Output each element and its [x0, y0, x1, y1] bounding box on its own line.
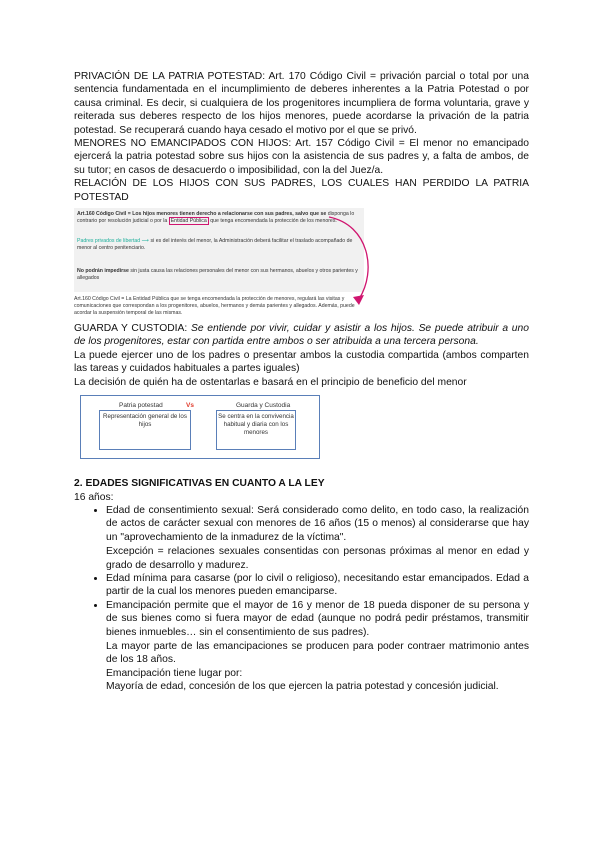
patria-potestad-box: Representación general de los hijos	[99, 410, 191, 450]
curved-arrow-icon	[289, 211, 379, 307]
patria-potestad-header: Patria potestad	[119, 402, 163, 410]
guarda-custodia-header: Guarda y Custodia	[236, 402, 291, 410]
guarda-ejercicio: La puede ejercer uno de los padres o presentar ambos la custodia compartida (ambos comparten las tareas y cuidados habituales a partes iguales)	[74, 349, 529, 375]
guarda-custodia-box: Se centra en la convivencia habitual y diaria con los menores	[216, 410, 296, 450]
document-page	[74, 70, 529, 694]
list-item: • Emancipación permite que el mayor de 16 y menor de 18 pueda disponer de su persona y de sus bienes como si fuera mayor de edad (aunque no podrá pedir préstamos, transmitir bienes inmuebles… sin el consentimiento de sus padres). La mayor parte de las emancipaciones se producen para poder contraer matrimonio antes de los 18 años. Emancipación tiene lugar por: Mayoría de edad, concesión de los que ejercen la patria potestad y concesión judicial.	[106, 599, 529, 694]
guarda-paragraph: GUARDA Y CUSTODIA: Se entiende por vivir, cuidar y asistir a los hijos. Se puede atribuir a uno de los progenitores, estar con partida entre ambos o ser atribuida a una tercera persona.	[74, 323, 529, 348]
menores-paragraph: MENORES NO EMANCIPADOS CON HIJOS: Art. 157 Código Civil = El menor no emancipado ejercerá la patria potestad sobre sus hijos con la asistencia de sus padres y, a falta de ambos, de su tutor; en casos de desacuerdo o imposibilidad, con la del Juez/a.	[74, 138, 529, 176]
comparison-diagram	[80, 395, 320, 459]
arrow-right-icon: ⟶	[141, 238, 150, 245]
shot-line-4: Art.160 Código Civil = La Entidad Pública que se tenga encomendada la protección de menores, regulará las visitas y comunicaciones que correspondan a los progenitores, abuelos, hermanos y demás parientes y allegados. Además, puede acordar la suspensión temporal de las mismas.	[74, 296, 355, 317]
vs-label: Vs	[186, 402, 194, 410]
shot-line-2: Padres privados de libertad ⟶ si es del interés del menor, la Administración deberá facilitar el traslado acompañado de menor al centro penitenciario.	[77, 238, 353, 252]
privacion-paragraph: PRIVACIÓN DE LA PATRIA POTESTAD: Art. 170 Código Civil = privación parcial o total por una sentencia fundamentada en el incumplimiento de deberes inherentes a la Patria Potestad o por causa criminal. Es decir, si cualquiera de los progenitores incumpliera de forma voluntaria, grave y reiterada sus deberes respecto de los hijos menores, puede acordarse la privación de la patria potestad. Se recuperará cuando haya cesado el motivo por el que se privó.	[74, 71, 529, 136]
shot-line-3: No podrán impedirse sin justa causa las relaciones personales del menor con sus hermanos, abuelos y otros parientes y allegados	[77, 268, 358, 282]
entidad-publica-highlight: Entidad Pública	[170, 218, 207, 225]
ages-list	[74, 504, 529, 694]
list-item: • Edad de consentimiento sexual: Será considerado como delito, en todo caso, la realización de actos de carácter sexual con menores de 16 años (15 o menos) al considerarse que hay un "aprovechamiento de la inmadurez de la víctima". Excepción = relaciones sexuales consentidas con personas próximas al menor en edad y grado de desarrollo y madurez.	[106, 504, 529, 572]
list-item: • Edad mínima para casarse (por lo civil o religioso), necesitando estar emancipados. Edad a partir de la cual los menores pueden emanciparse.	[106, 572, 529, 599]
guarda-decision: La decisión de quién ha de ostentarlas e basará en el principio de beneficio del menor	[74, 376, 467, 388]
section-2-title: 2. EDADES SIGNIFICATIVAS EN CUANTO A LA LEY	[74, 478, 325, 490]
age-heading: 16 años:	[74, 491, 114, 503]
shot-line-1: Art.160 Código Civil = Los hijos menores tienen derecho a relacionarse con sus padres, salvo que se disponga lo contrario por resolución judicial o por la Entidad Pública que tenga encomendada la protección de los menores.	[77, 211, 355, 225]
relacion-heading: RELACIÓN DE LOS HIJOS CON SUS PADRES, LOS CUALES HAN PERDIDO LA PATRIA POTESTAD	[74, 178, 529, 203]
embedded-screenshot	[74, 208, 364, 292]
